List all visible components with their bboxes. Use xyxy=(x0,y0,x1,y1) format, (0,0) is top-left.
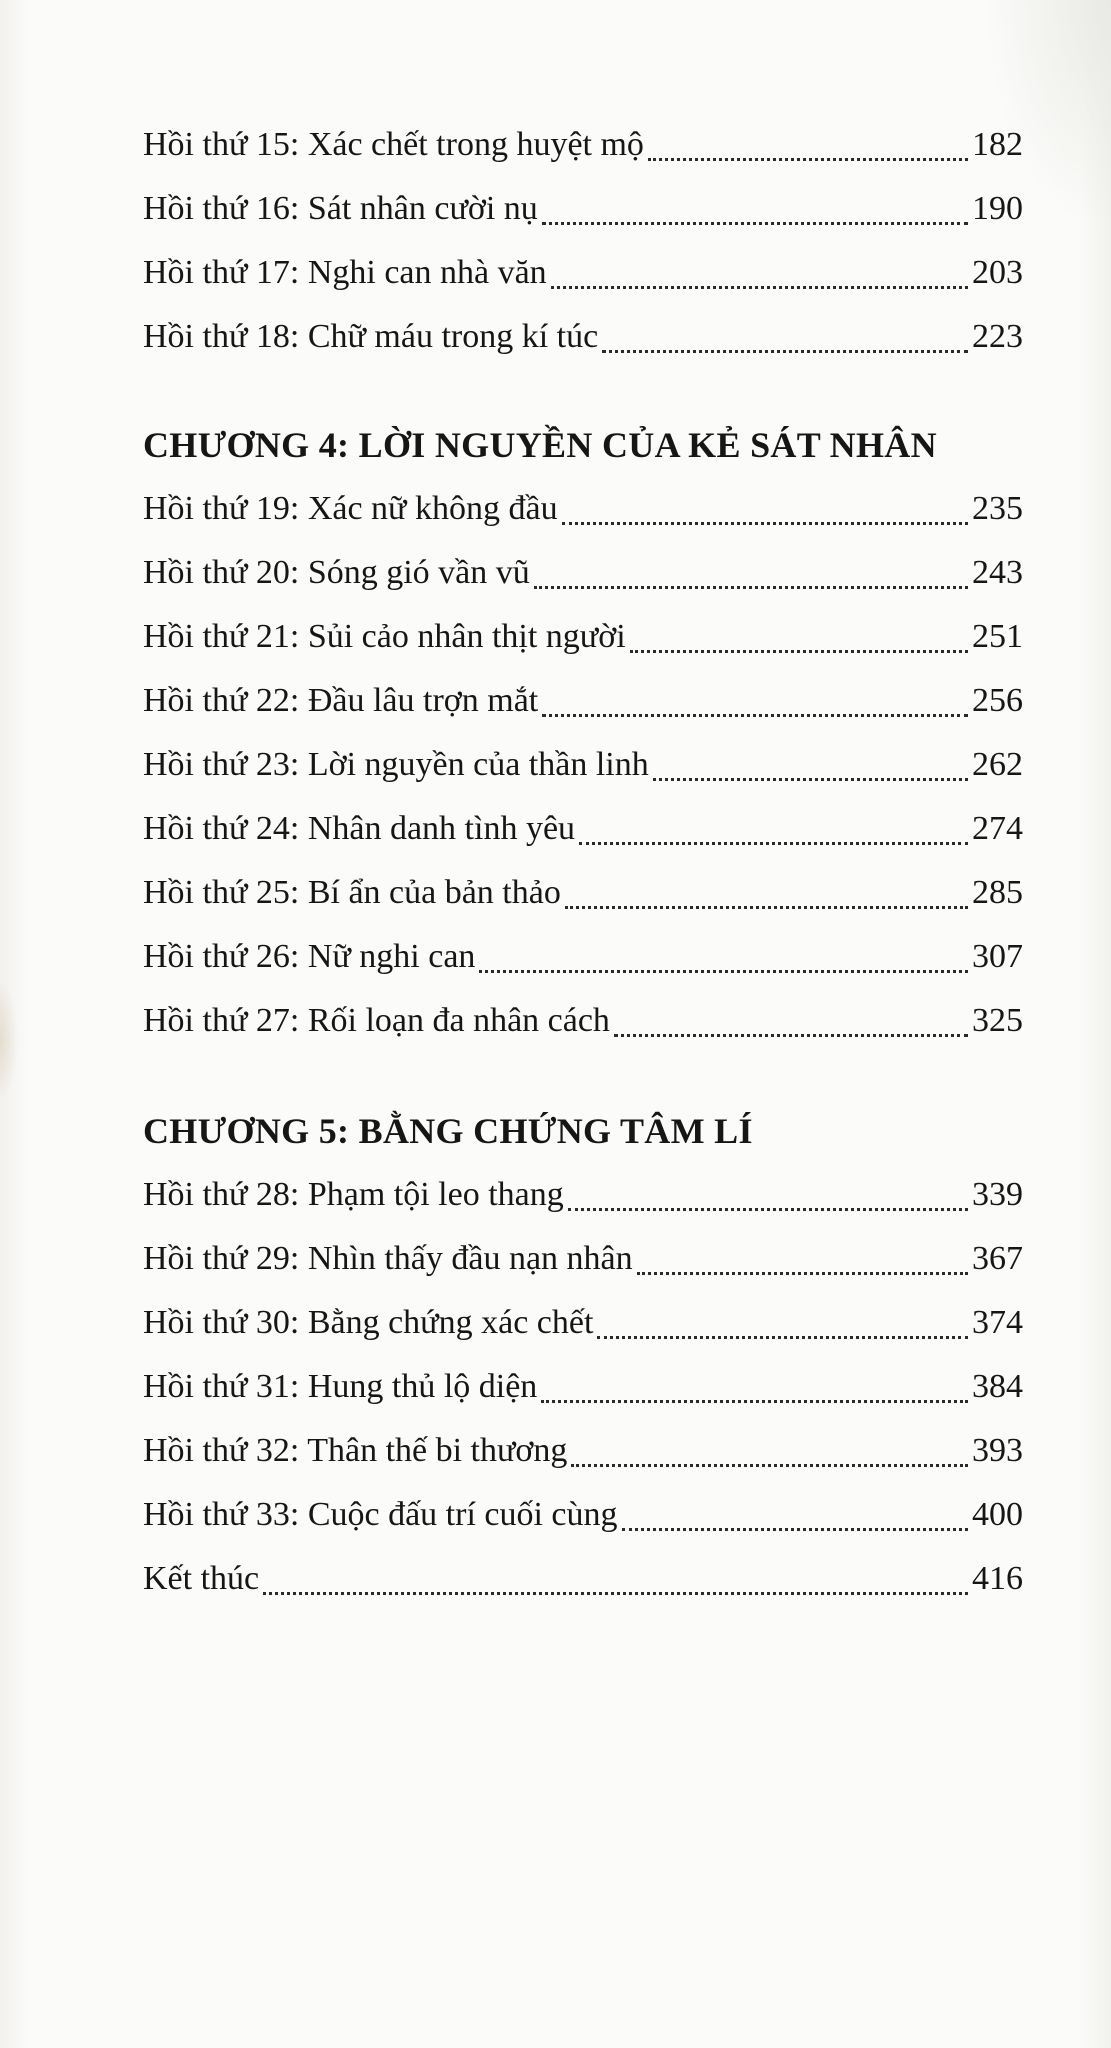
toc-entry-page: 274 xyxy=(972,810,1023,847)
toc-entry xyxy=(143,605,1023,669)
chapter-heading: CHƯƠNG 4: LỜI NGUYỀN CỦA KẺ SÁT NHÂN xyxy=(143,425,937,465)
toc-entry xyxy=(143,1419,1023,1483)
chapter-heading: CHƯƠNG 5: BẰNG CHỨNG TÂM LÍ xyxy=(143,1111,753,1151)
toc-entry xyxy=(143,861,1023,925)
toc-entry xyxy=(143,1291,1023,1355)
toc-entry xyxy=(143,1483,1023,1547)
toc-entry xyxy=(143,733,1023,797)
dot-leader xyxy=(541,1400,968,1403)
toc-entry-page: 416 xyxy=(972,1560,1023,1597)
dot-leader xyxy=(614,1034,968,1037)
dot-leader xyxy=(479,970,968,973)
dot-leader xyxy=(565,906,968,909)
toc-entry-page: 223 xyxy=(972,318,1023,355)
dot-leader xyxy=(534,586,968,589)
toc-entry-title: Hồi thứ 27: Rối loạn đa nhân cách xyxy=(143,1002,610,1039)
dot-leader xyxy=(542,714,968,717)
toc-entry xyxy=(143,797,1023,861)
toc-entry-title: Hồi thứ 23: Lời nguyền của thần linh xyxy=(143,746,649,783)
chapter-5-section xyxy=(143,1099,1023,1611)
dot-leader xyxy=(637,1272,968,1275)
toc-entry-title: Hồi thứ 28: Phạm tội leo thang xyxy=(143,1176,564,1213)
toc-entry xyxy=(143,305,1023,369)
toc-entry-title: Hồi thứ 22: Đầu lâu trợn mắt xyxy=(143,682,539,719)
dot-leader xyxy=(562,522,968,525)
dot-leader xyxy=(571,1464,968,1467)
toc-entry-page: 325 xyxy=(972,1002,1023,1039)
dot-leader xyxy=(648,158,968,161)
dot-leader xyxy=(551,286,968,289)
toc-entry-page: 400 xyxy=(972,1496,1023,1533)
toc-entry-page: 285 xyxy=(972,874,1023,911)
dot-leader xyxy=(602,350,968,353)
dot-leader xyxy=(568,1208,968,1211)
toc-entry-page: 190 xyxy=(972,190,1023,227)
toc-entry-title: Hồi thứ 29: Nhìn thấy đầu nạn nhân xyxy=(143,1240,633,1277)
dot-leader xyxy=(597,1336,968,1339)
toc-entry-page: 235 xyxy=(972,490,1023,527)
toc-entry-page: 262 xyxy=(972,746,1023,783)
toc-entry xyxy=(143,177,1023,241)
toc-entry xyxy=(143,669,1023,733)
toc-entry-title: Hồi thứ 26: Nữ nghi can xyxy=(143,938,476,975)
chapter-4-section xyxy=(143,413,1023,1053)
toc-entry-title: Hồi thứ 30: Bằng chứng xác chết xyxy=(143,1304,594,1341)
toc-entry-title: Hồi thứ 31: Hung thủ lộ diện xyxy=(143,1368,538,1405)
toc-entry xyxy=(143,477,1023,541)
toc-entry-page: 203 xyxy=(972,254,1023,291)
toc-entry xyxy=(143,1163,1023,1227)
toc-entry xyxy=(143,541,1023,605)
toc-entry xyxy=(143,241,1023,305)
toc-group-continued xyxy=(143,113,1023,369)
toc-entry xyxy=(143,925,1023,989)
table-of-contents xyxy=(143,113,1023,1611)
toc-entry-title: Hồi thứ 17: Nghi can nhà văn xyxy=(143,254,547,291)
toc-entry xyxy=(143,989,1023,1053)
toc-entry-title: Hồi thứ 19: Xác nữ không đầu xyxy=(143,490,558,527)
dot-leader xyxy=(653,778,968,781)
toc-entry-title: Hồi thứ 24: Nhân danh tình yêu xyxy=(143,810,576,847)
toc-entry-page: 384 xyxy=(972,1368,1023,1405)
toc-entry-title: Hồi thứ 18: Chữ máu trong kí túc xyxy=(143,318,599,355)
dot-leader xyxy=(630,650,968,653)
dot-leader xyxy=(542,222,968,225)
toc-entry-title: Hồi thứ 21: Sủi cảo nhân thịt người xyxy=(143,618,626,655)
toc-entry-title: Kết thúc xyxy=(143,1560,260,1597)
toc-entry-page: 182 xyxy=(972,126,1023,163)
toc-entry-title: Hồi thứ 25: Bí ẩn của bản thảo xyxy=(143,874,561,911)
toc-entry-page: 251 xyxy=(972,618,1023,655)
toc-entry-page: 367 xyxy=(972,1240,1023,1277)
toc-entry-page: 393 xyxy=(972,1432,1023,1469)
toc-entry-page: 307 xyxy=(972,938,1023,975)
toc-entry-title: Hồi thứ 33: Cuộc đấu trí cuối cùng xyxy=(143,1496,618,1533)
toc-entry-title: Hồi thứ 16: Sát nhân cười nụ xyxy=(143,190,538,227)
dot-leader xyxy=(263,1592,968,1595)
toc-entry-page: 374 xyxy=(972,1304,1023,1341)
page-edge-shadow xyxy=(0,980,18,1100)
toc-entry xyxy=(143,113,1023,177)
toc-entry-title: Hồi thứ 32: Thân thế bi thương xyxy=(143,1432,568,1469)
toc-entry xyxy=(143,1355,1023,1419)
dot-leader xyxy=(579,842,968,845)
toc-entry xyxy=(143,1547,1023,1611)
toc-entry-title: Hồi thứ 20: Sóng gió vần vũ xyxy=(143,554,530,591)
toc-entry xyxy=(143,1227,1023,1291)
dot-leader xyxy=(622,1528,968,1531)
toc-entry-title: Hồi thứ 15: Xác chết trong huyệt mộ xyxy=(143,126,644,163)
toc-entry-page: 256 xyxy=(972,682,1023,719)
toc-entry-page: 243 xyxy=(972,554,1023,591)
toc-entry-page: 339 xyxy=(972,1176,1023,1213)
